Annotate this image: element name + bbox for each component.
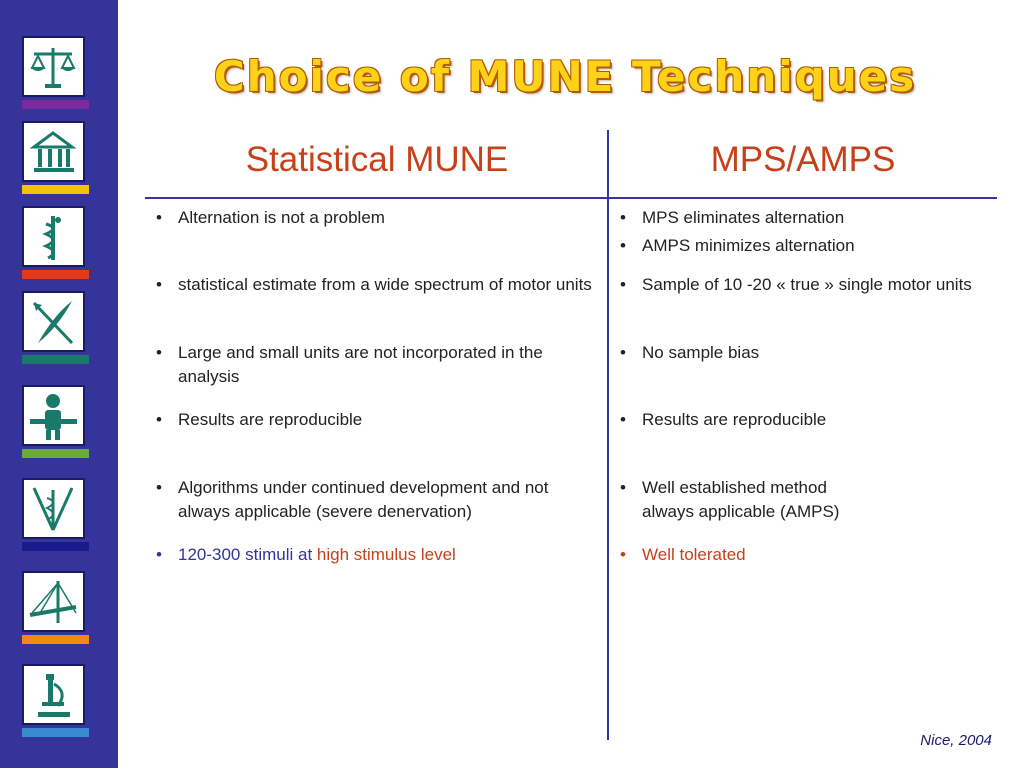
left-item: • Algorithms under continued development and not always applicable (severe denervation) <box>156 478 549 521</box>
right-column-header: MPS/AMPS <box>710 140 896 179</box>
right-item: • Sample of 10 -20 « true » single motor units <box>620 275 972 294</box>
quill-arrow-icon <box>28 297 79 348</box>
stimulus-level-text: high stimulus level <box>316 545 456 564</box>
bank-icon <box>28 127 79 178</box>
microscope-icon <box>28 670 79 721</box>
caduceus-icon <box>28 212 79 263</box>
footer-location-date: Nice, 2004 <box>920 732 992 749</box>
left-column-header: Statistical MUNE <box>245 140 509 179</box>
stimuli-count-text: 120-300 stimuli at <box>178 545 317 564</box>
right-item: • MPS eliminates alternation <box>620 208 845 227</box>
right-item: • Well established method always applicable (AMPS) <box>620 478 840 521</box>
scales-icon <box>28 42 79 93</box>
left-item: • Results are reproducible <box>156 410 363 429</box>
page-title: Choice of MUNE Techniques <box>213 52 917 101</box>
left-item: • Alternation is not a problem <box>156 208 385 227</box>
right-item-highlight: • Well tolerated <box>620 545 746 564</box>
left-item-highlight: • 120-300 stimuli at high stimulus level <box>156 545 456 564</box>
bridge-icon <box>28 577 79 628</box>
sidebar <box>0 0 118 768</box>
person-icon <box>28 391 79 442</box>
column-divider <box>607 130 609 740</box>
right-item: • Results are reproducible <box>620 410 827 429</box>
right-item: • AMPS minimizes alternation <box>620 236 855 255</box>
left-item: • statistical estimate from a wide spectrum of motor units <box>156 275 592 294</box>
right-item: • No sample bias <box>620 343 760 362</box>
header-divider <box>145 197 997 199</box>
left-item: • Large and small units are not incorporated in the analysis <box>156 343 543 386</box>
medical-staff-icon <box>28 484 79 535</box>
